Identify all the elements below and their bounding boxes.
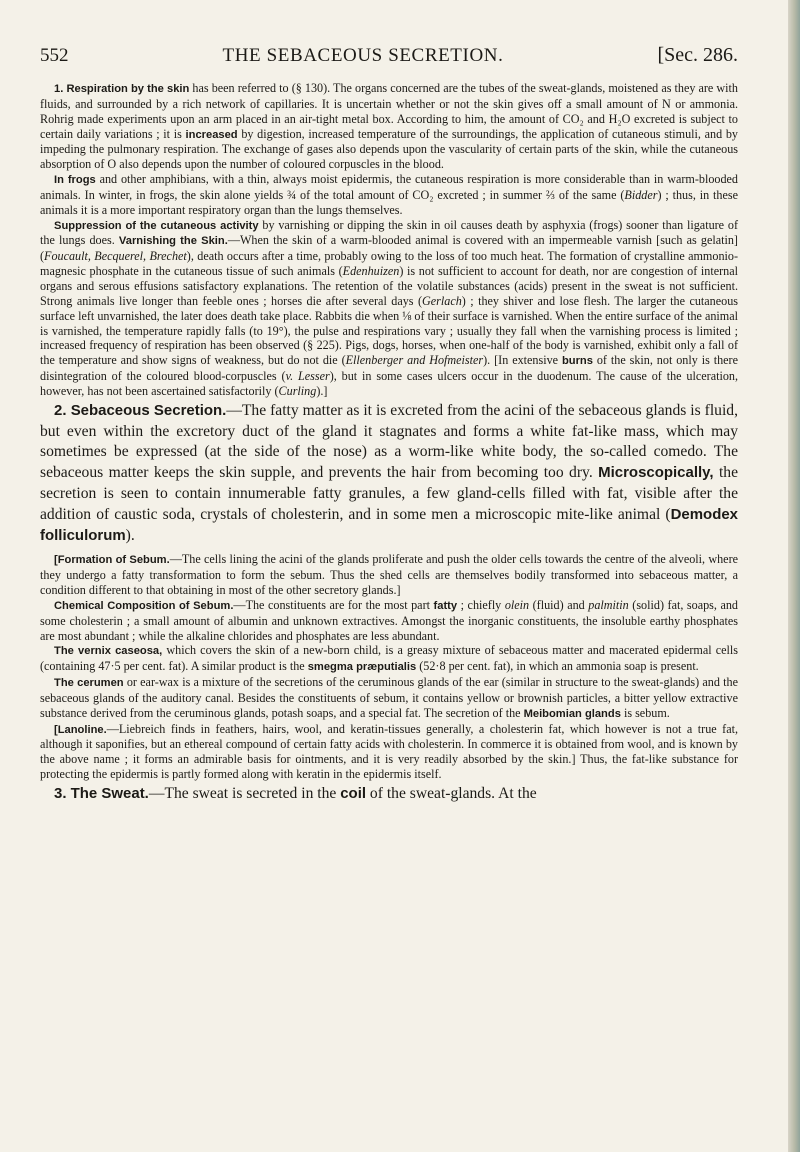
sweat-paragraph: 3. The Sweat.—The sweat is secreted in the coil of the sweat-glands. At the — [54, 784, 537, 802]
frogs-paragraph: In frogs and other amphibians, with a thin, always moist epidermis, the cutaneous respiration is more considerable than in warm-blooded animals. In winter, in frogs, the skin alone yields ¾ of the total amount of CO₂ excreted ; in summer ⅔ of the same (Bidder) ; thus, in these animals it is a more important respiratory organ than the lungs themselves. — [40, 172, 738, 217]
running-title: THE SEBACEOUS SECRETION. — [222, 45, 504, 66]
chemical-paragraph: Chemical Composition of Sebum.—The constituents are for the most part fatty ; chiefly olein (fluid) and palmitin (solid) fat, soaps, and some cholesterin ; a small amount of albumin and unknown extractives. Amongst the inorganic constituents, the insoluble earthy phosphates are most abundant ; while the alkaline chlorides and phosphates are less abundant. — [40, 597, 738, 643]
respiration-paragraph: 1. Respiration by the skin has been referred to (§ 130). The organs concerned are the tubes of the sweat-glands, moistened as they are with fluids, and surrounded by a rich network of capillaries. It is uncertain whether or not the skin gives off a small amount of N or ammonia. Rohrig made experiments upon an arm placed in an air-tight metal box. According to him, the amount of CO₂ and H₂O excreted is subject to certain daily variations ; it is increased by digestion, increased temperature of the surroundings, the application of cutaneous stimuli, and by impeding the pulmonary respiration. The exchange of gases also depends upon the vascularity of certain parts of the skin, while the cutaneous absorption of O also depends upon the number of coloured corpuscles in the blood. — [40, 81, 739, 172]
sebum-section — [40, 552, 738, 782]
respiration-section — [40, 81, 738, 399]
section-number: [Sec. 286. — [657, 44, 738, 66]
formation-paragraph: [Formation of Sebum.—The cells lining the acini of the glands proliferate and push the older cells towards the centre of the alveoli, where they undergo a fatty transformation to form the sebum. Thus the shed cells are themselves bodily transformed into sebaceous matter, a condition different to that obtaining in most of the other secretory glands.] — [40, 552, 739, 597]
running-header — [40, 44, 738, 67]
cerumen-paragraph: The cerumen or ear-wax is a mixture of the secretions of the ceruminous glands of the ear (similar in structure to the sweat-glands) and the sebaceous glands of the auditory canal. Besides the constituents of sebum, it contains yellow or brownish particles, a bitter yellow extractive substance derived from the ceruminous glands, potash soaps, and a special fat. The secretion of the Meibomian glands is sebum. — [40, 675, 738, 720]
sebaceous-section — [40, 401, 738, 547]
sebaceous-paragraph: 2. Sebaceous Secretion.—The fatty matter as it is excreted from the acini of the sebaceous glands is fluid, but even within the excretory duct of the gland it stagnates and forms a white fat-like mass, which may sometimes be expressed (at the side of the nose) as a worm-like white body, the so-called comedo. The sebaceous matter keeps the skin supple, and prevents the hair from becoming too dry. Microscopically, the secretion is seen to contain innumerable fatty granules, a few gland-cells filled with fat, visible after the addition of caustic soda, crystals of cholesterin, and in some men a microscopic mite-like animal (Demodex folliculorum). — [40, 401, 738, 544]
sweat-section — [40, 784, 738, 805]
page-number: 552 — [40, 45, 69, 66]
lanoline-paragraph: [Lanoline.—Liebreich finds in feathers, hairs, wool, and keratin-tissues generally, a cholesterin fat, which however is not a true fat, although it saponifies, but an ethereal compound of certain fatty acids with cholesterin. In commerce it is obtained from wool, and is known by the above name ; it forms an admirable basis for ointments, and it is very readily absorbed by the skin.] Thus, the fat-like substance for protecting the epidermis is partly formed along with keratin in the epidermis itself. — [40, 721, 738, 782]
suppression-paragraph: Suppression of the cutaneous activity by varnishing or dipping the skin in oil causes death by asphyxia (frogs) sooner than ligature of the lungs does. Varnishing the Skin.—When the skin of a warm-blooded animal is covered with an impermeable varnish [such as gelatin] (Foucault, Becquerel, Brechet), death occurs after a time, probably owing to the loss of too much heat. The formation of crystalline ammonio-magnesic phosphate in the cutaneous tissue of such animals (Edenhuizen) is not sufficient to account for death, nor are congestion of internal organs and serous effusions satisfactory explanations. The retention of the volatile substances (acids) present in the sweat is not sufficient. Strong animals live longer than feeble ones ; horses die after several days (Gerlach) ; they shiver and lose flesh. The larger the cutaneous surface left unvarnished, the later does death take place. Rabbits die when ⅛ of their surface is varnished. When the entire surface of the animal is varnished, the temperature rapidly falls (to 19°), the pulse and respirations vary ; usually they fall when the varnishing process is limited ; increased frequency of respiration has been observed (§ 225). Pigs, dogs, horses, when one-half of the body is varnished, exhibit only a fall of the temperature and show signs of weakness, but do not die (Ellenberger and Hofmeister). [In extensive burns of the skin, not only is there disintegration of the coloured blood-corpuscles (v. Lesser), but in some cases ulcers occur in the duodenum. The cause of the ulceration, however, has not been ascertained satisfactorily (Curling).] — [40, 217, 739, 398]
page-edge — [788, 0, 800, 1152]
book-page — [40, 44, 738, 811]
vernix-paragraph: The vernix caseosa, which covers the skin of a new-born child, is a greasy mixture of sebaceous matter and macerated epidermal cells (containing 47·5 per cent. fat). A similar product is the smegma præputialis (52·8 per cent. fat), in which an ammonia soap is present. — [40, 643, 739, 674]
